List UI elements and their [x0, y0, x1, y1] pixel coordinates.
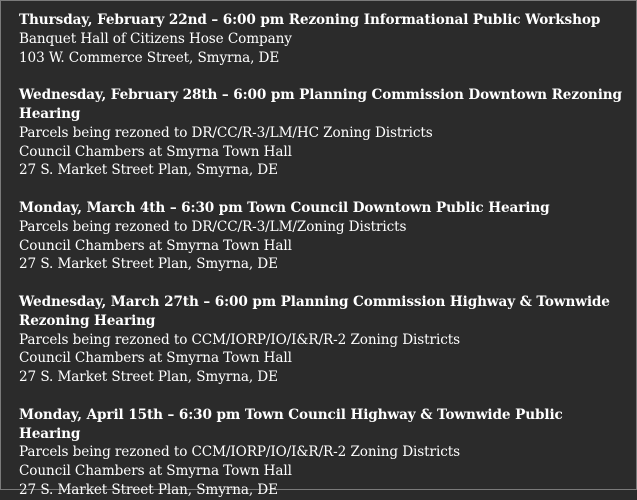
event-title: Thursday, February 22nd – 6:00 pm Rezoning Informational Public Workshop [19, 12, 601, 28]
event-zoning-note: Parcels being rezoned to DR/CC/R-3/LM/Zoning Districts [19, 218, 407, 235]
event-zoning-note: Parcels being rezoned to CCM/IORP/IO/I&R/R-2 Zoning Districts [19, 331, 460, 348]
event-zoning-note: Parcels being rezoned to DR/CC/R-3/LM/HC Zoning Districts [19, 124, 433, 141]
event-address: 27 S. Market Street Plan, Smyrna, DE [19, 369, 278, 386]
event-title: Monday, April 15th – 6:30 pm Town Council Highway & Townwide Public Hearing [19, 406, 563, 442]
event-address: 27 S. Market Street Plan, Smyrna, DE [19, 162, 278, 179]
event-item [19, 11, 624, 67]
event-venue: Council Chambers at Smyrna Town Hall [19, 237, 292, 254]
event-item [19, 293, 624, 387]
event-address: 27 S. Market Street Plan, Smyrna, DE [19, 481, 278, 498]
event-item [19, 406, 624, 500]
event-address: 27 S. Market Street Plan, Smyrna, DE [19, 256, 278, 273]
event-item [19, 86, 624, 180]
event-venue: Council Chambers at Smyrna Town Hall [19, 463, 292, 480]
event-title: Wednesday, February 28th – 6:00 pm Planning Commission Downtown Rezoning Hearing [19, 87, 622, 122]
event-title: Wednesday, March 27th – 6:00 pm Planning Commission Highway & Townwide Rezoning Hearing [19, 293, 610, 329]
event-venue: Council Chambers at Smyrna Town Hall [19, 143, 292, 160]
event-item [19, 199, 624, 274]
event-address: 103 W. Commerce Street, Smyrna, DE [19, 49, 280, 66]
meeting-schedule-list [19, 11, 624, 500]
event-zoning-note: Parcels being rezoned to CCM/IORP/IO/I&R/R-2 Zoning Districts [19, 444, 460, 461]
event-venue: Council Chambers at Smyrna Town Hall [19, 350, 292, 367]
event-title: Monday, March 4th – 6:30 pm Town Council Downtown Public Hearing [19, 199, 550, 216]
event-venue: Banquet Hall of Citizens Hose Company [19, 30, 292, 47]
